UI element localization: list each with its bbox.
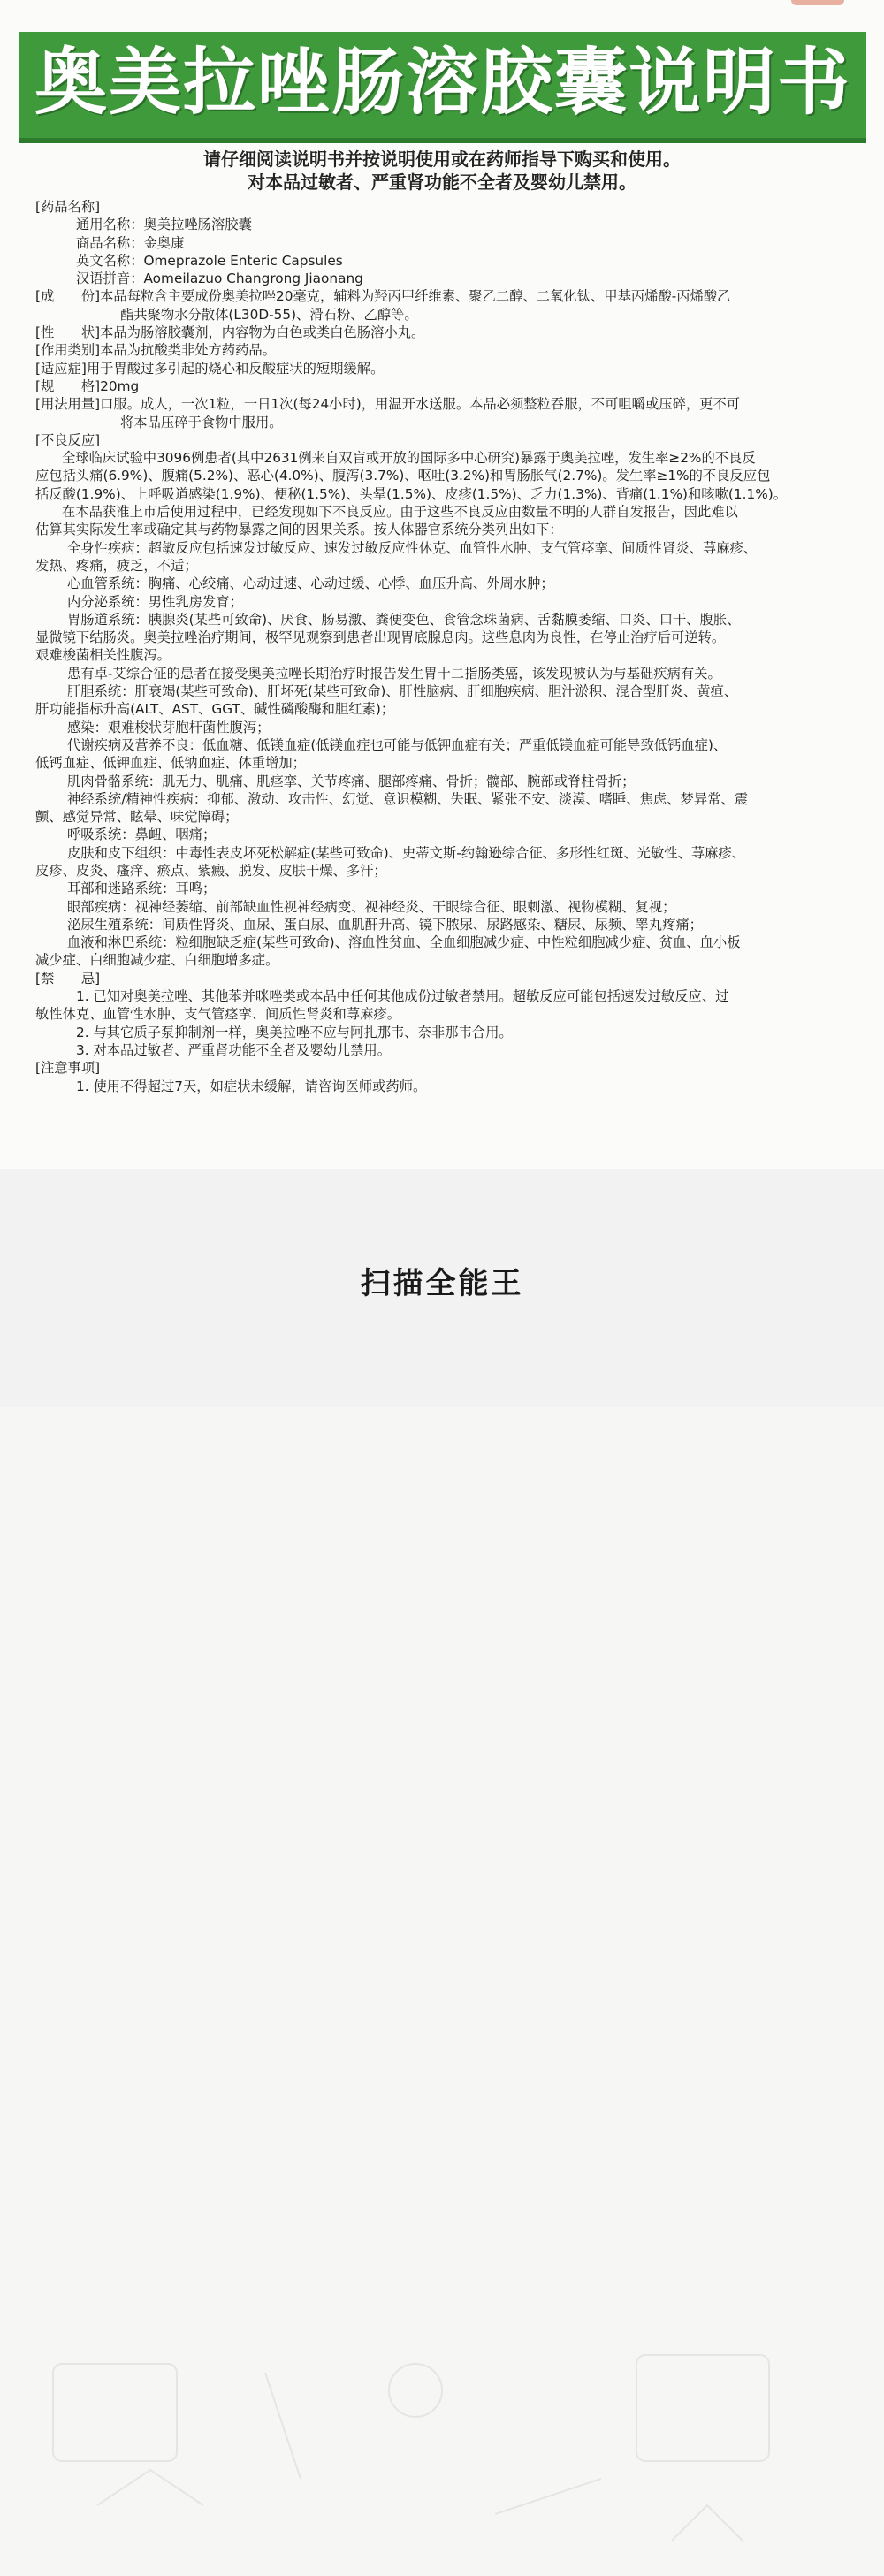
contraindication-item: 2. 与其它质子泵抑制剂一样，奥美拉唑不应与阿扎那韦、奈非那韦合用。 <box>76 1024 513 1040</box>
system-line: 显微镜下结肠炎。奥美拉唑治疗期间，极罕见观察到患者出现胃底腺息肉。这些息肉为良性，在停止治疗后可逆转。 <box>35 629 726 646</box>
composition-text-2: 酯共聚物水分散体(L30D-55)、滑石粉、乙醇等。 <box>120 306 418 323</box>
contraindication-item: 敏性休克、血管性水肿、支气管痉挛、间质性肾炎和荨麻疹。 <box>35 1006 401 1023</box>
adverse-label: [不良反应] <box>35 431 101 448</box>
usage-text-1: 口服。成人，一次1粒，一日1次(每24小时)，用温开水送服。本品必须整粒吞服，不可咀嚼或压碎，更不可 <box>100 396 741 413</box>
system-line: 胃肠道系统：胰腺炎(某些可致命)、厌食、肠易激、粪便变色、食管念珠菌病、舌黏膜萎缩、口炎、口干、腹胀、 <box>67 611 741 628</box>
indication-row <box>35 360 850 377</box>
page-title: 奥美拉唑肠溶胶囊说明书 <box>34 41 851 125</box>
properties-label: [性 状] <box>35 324 101 341</box>
system-line: 血液和淋巴系统：粒细胞缺乏症(某些可致命)、溶血性贫血、全血细胞减少症、中性粒细胞减少症、贫血、血小板 <box>67 934 741 951</box>
properties-text: 本品为肠溶胶囊剂，内容物为白色或类白色肠溶小丸。 <box>100 324 425 341</box>
system-line: 低钙血症、低钾血症、低钠血症、体重增加； <box>35 755 306 772</box>
adverse-para1-line: 括反酸(1.9%)、上呼吸道感染(1.9%)、便秘(1.5%)、头晕(1.5%)、皮疹(1.5%)、乏力(1.3%)、背痛(1.1%)和咳嗽(1.1%)。 <box>35 485 787 502</box>
system-line: 皮疹、皮炎、瘙痒、瘀点、紫癜、脱发、皮肤干燥、多汗； <box>35 862 387 879</box>
category-label: [作用类别] <box>35 342 101 359</box>
system-line: 呼吸系统：鼻衄、咽痛； <box>67 827 217 843</box>
background-pattern-icon <box>0 2337 884 2576</box>
spec-row <box>35 377 850 395</box>
category-text: 本品为抗酸类非处方药药品。 <box>100 342 276 359</box>
adverse-para1-line: 全球临床试验中3096例患者(其中2631例来自双盲或开放的国际多中心研究)暴露于奥美拉唑，发生率≥2%的不良反 <box>62 450 756 467</box>
notice-line-2: 对本品过敏者、严重肾功能不全者及婴幼儿禁用。 <box>248 171 636 193</box>
system-line: 肌肉骨骼系统：肌无力、肌痛、肌痉挛、关节疼痛、腿部疼痛、骨折；髋部、腕部或脊柱骨折； <box>67 773 636 789</box>
contraindication-item: 1. 已知对奥美拉唑、其他苯并咪唑类或本品中任何其他成份过敏者禁用。超敏反应可能包括速发过敏反应、过 <box>76 988 729 1005</box>
leaflet-body <box>35 198 850 1095</box>
system-line: 感染：艰难梭状芽胞杆菌性腹泻； <box>67 719 271 735</box>
scanner-footer <box>0 1169 884 1407</box>
indication-text: 用于胃酸过多引起的烧心和反酸症状的短期缓解。 <box>86 360 385 377</box>
adverse-para2-line: 估算其实际发生率或确定其与药物暴露之间的因果关系。按人体器官系统分类列出如下： <box>35 522 563 538</box>
title-banner <box>19 32 866 143</box>
properties-row <box>35 324 850 341</box>
trade-name: 商品名称：金奥康 <box>76 234 185 251</box>
composition-label: [成 份] <box>35 288 101 305</box>
scanner-brand: 扫描全能王 <box>360 1266 524 1301</box>
system-line: 眼部疾病：视神经萎缩、前部缺血性视神经病变、视神经炎、干眼综合征、眼刺激、视物模糊、复视； <box>67 898 676 915</box>
usage-row <box>35 395 850 413</box>
system-line: 心血管系统：胸痛、心绞痛、心动过速、心动过缓、心悸、血压升高、外周水肿； <box>67 575 554 592</box>
usage-text-2: 将本品压碎于食物中服用。 <box>120 414 283 431</box>
system-line: 肝胆系统：肝衰竭(某些可致命)、肝坏死(某些可致命)、肝性脑病、肝细胞疾病、胆汁淤积、混合型肝炎、黄疸、 <box>67 683 738 700</box>
contraindication-item: 3. 对本品过敏者、严重肾功能不全者及婴幼儿禁用。 <box>76 1041 391 1058</box>
system-line: 全身性疾病：超敏反应包括速发过敏反应、速发过敏反应性休克、血管性水肿、支气管痉挛、间质性肾炎、荨麻疹、 <box>67 539 758 556</box>
category-row <box>35 341 850 359</box>
corner-mark <box>791 0 844 5</box>
indication-label: [适应症] <box>35 360 87 377</box>
system-line: 皮肤和皮下组织：中毒性表皮坏死松解症(某些可致命)、史蒂文斯-约翰逊综合征、多形性红斑、光敏性、荨麻疹、 <box>67 844 746 861</box>
adverse-para2-line: 在本品获准上市后使用过程中，已经发现如下不良反应。由于这些不良反应由数量不明的人群自发报告，因此难以 <box>62 504 738 521</box>
precautions-label: [注意事项] <box>35 1060 101 1077</box>
system-line: 耳部和迷路系统：耳鸣； <box>67 880 217 897</box>
usage-label: [用法用量] <box>35 396 101 413</box>
contraindication-label: [禁 忌] <box>35 970 101 987</box>
system-line: 肝功能指标升高(ALT、AST、GGT、碱性磷酸酶和胆红素)； <box>35 701 395 718</box>
precautions-item: 1. 使用不得超过7天，如症状未缓解，请咨询医师或药师。 <box>76 1078 427 1094</box>
scanned-leaflet <box>0 0 884 1169</box>
spec-text: 20mg <box>100 377 140 394</box>
system-line: 内分泌系统：男性乳房发育； <box>67 593 243 610</box>
adverse-para1-line: 应包括头痛(6.9%)、腹痛(5.2%)、恶心(4.0%)、腹泻(3.7%)、呕吐(3.2%)和胃肠胀气(2.7%)。发生率≥1%的不良反应包 <box>35 468 771 484</box>
composition-row <box>35 287 850 305</box>
system-line: 颤、感觉异常、眩晕、味觉障碍； <box>35 809 239 826</box>
system-line: 减少症、白细胞减少症、白细胞增多症。 <box>35 952 279 969</box>
system-line: 泌尿生殖系统：间质性肾炎、血尿、蛋白尿、血肌酐升高、镜下脓尿、尿路感染、糖尿、尿频、睾丸疼痛； <box>67 916 703 933</box>
section-name-header: [药品名称] <box>35 199 101 215</box>
spec-label: [规 格] <box>35 377 101 394</box>
system-line: 代谢疾病及营养不良：低血糖、低镁血症(低镁血症也可能与低钾血症有关；严重低镁血症可能导致低钙血症)、 <box>67 736 728 753</box>
composition-text-1: 本品每粒含主要成份奥美拉唑20毫克，辅料为羟丙甲纤维素、聚乙二醇、二氧化钛、甲基丙烯酸-丙烯酸乙 <box>100 288 731 305</box>
system-line: 艰难梭菌相关性腹泻。 <box>35 647 171 664</box>
english-name: 英文名称：Omeprazole Enteric Capsules <box>76 252 343 269</box>
system-line: 发热、疼痛，疲乏，不适； <box>35 557 198 574</box>
generic-name: 通用名称：奥美拉唑肠溶胶囊 <box>76 217 252 233</box>
system-line: 患有卓-艾综合征的患者在接受奥美拉唑长期治疗时报告发生胃十二指肠类癌，该发现被认为与基础疾病有关。 <box>67 665 721 682</box>
system-line: 神经系统/精神性疾病：抑郁、激动、攻击性、幻觉、意识模糊、失眠、紧张不安、淡漠、嗜睡、焦虑、梦异常、震 <box>67 790 749 807</box>
pinyin-name: 汉语拼音：Aomeilazuo Changrong Jiaonang <box>76 271 363 287</box>
notice-line-1: 请仔细阅读说明书并按说明使用或在药师指导下购买和使用。 <box>203 149 681 170</box>
